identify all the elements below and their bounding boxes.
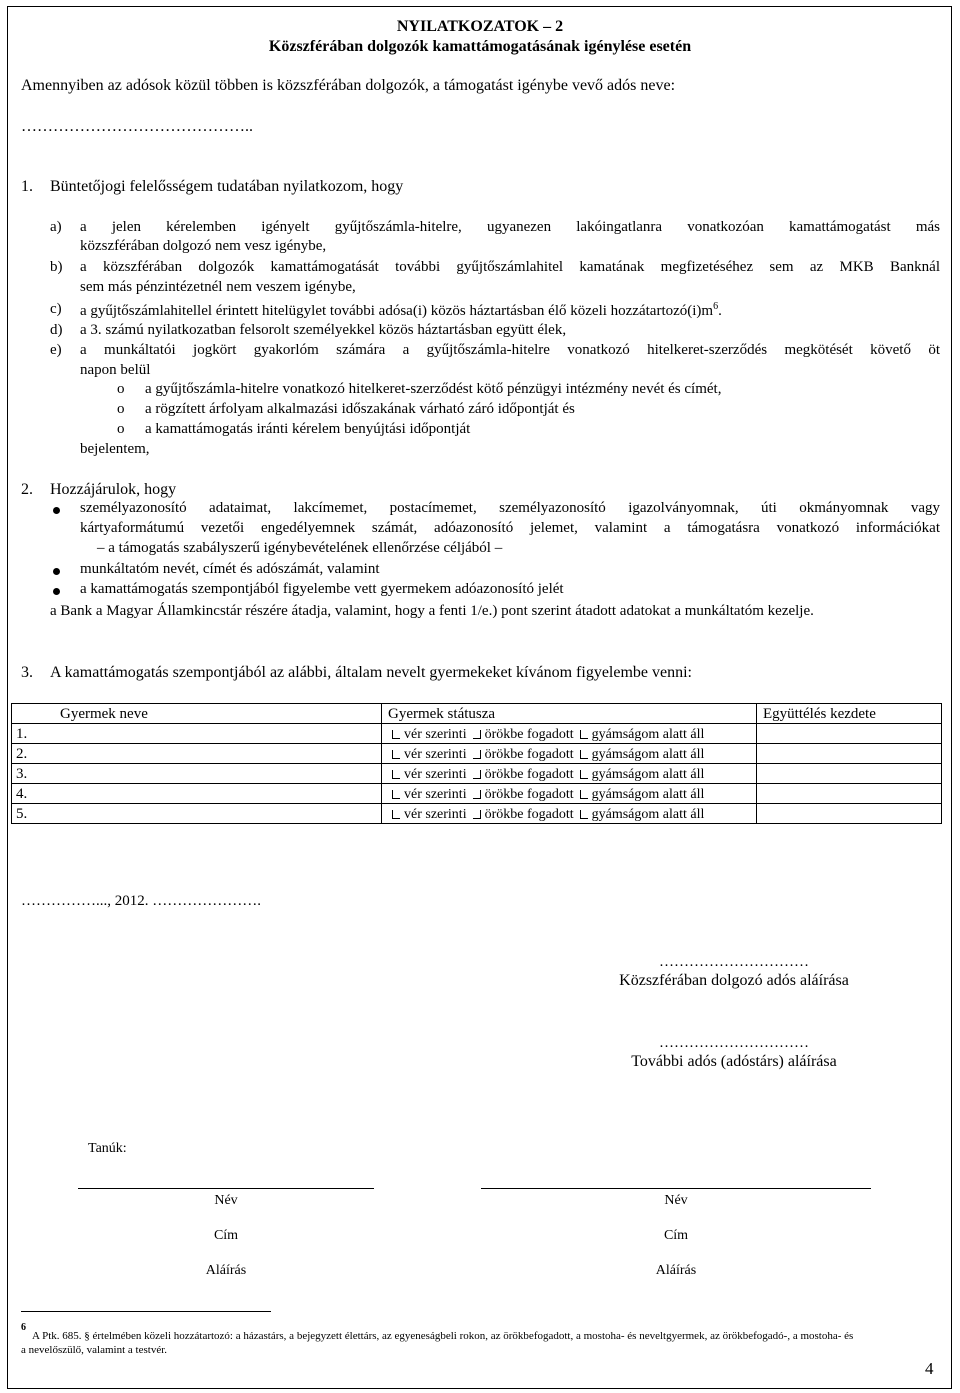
child-status-cell: vér szerinti örökbe fogadott gyámságom alatt áll [382,744,757,764]
item-a-line1: a jelen kérelemben igényelt gyűjtőszámla-hitelre, ugyanezen lakóingatlanra vonatkozóan kamattámogatást más [80,219,940,235]
item-e-line2: napon belül [80,362,151,378]
checkbox-icon[interactable] [392,750,400,759]
section1-closing: bejelentem, [80,441,150,457]
child-status-cell: vér szerinti örökbe fogadott gyámságom alatt áll [382,764,757,784]
bullet1-line2: kártyaformátumú vezetői engedélyemnek számát, adóazonosító jelemet, valamint a támogatásra vonatkozó információkat [80,520,940,536]
section3-heading: A kamattámogatás szempontjából az alábbi, általam nevelt gyermekeket kívánom figyelembe venni: [50,664,692,681]
cohabitation-start-cell[interactable] [757,804,942,824]
checkbox-icon[interactable] [473,730,481,739]
sub-marker: o [117,381,125,397]
witness1-signature-label: Aláírás [205,1263,247,1278]
checkbox-icon[interactable] [473,810,481,819]
row-number: 3. [16,766,28,782]
footnote-number: 6 [21,1322,26,1333]
checkbox-icon[interactable] [473,750,481,759]
section1-number: 1. [21,178,33,195]
bullet-icon [53,588,60,595]
footnote-ref: 6 [713,301,719,312]
item-b-line2: sem más pénzintézetnél nem veszem igénybe, [80,279,356,295]
section2-heading: Hozzájárulok, hogy [50,481,177,498]
checkbox-icon[interactable] [580,790,588,799]
table-row [12,744,942,764]
document-title: NYILATKOZATOK – 2 [396,18,564,35]
witness2-signature-line [481,1188,871,1189]
footnote-separator [21,1311,271,1312]
witness1-signature-line [78,1188,374,1189]
witness2-address-label: Cím [663,1228,689,1243]
footnote-line1: A Ptk. 685. § értelmében közeli hozzátartozó: a házastárs, a bejegyzett élettárs, az egyeneságbeli rokon, az örökbefogadott, a mostoha- és neveltgyermek, az örökbefogadó-, a mostoha- és [32,1330,854,1342]
item-d-label: d) [50,322,63,338]
header-child-name: Gyermek neve [12,704,382,724]
document-subtitle: Közszférában dolgozók kamattámogatásának igénylése esetén [268,38,692,55]
debtor-name-dots: …………………………………….. [21,118,253,135]
checkbox-icon[interactable] [473,790,481,799]
checkbox-icon[interactable] [580,750,588,759]
page-number: 4 [925,1359,934,1378]
header-cohabitation-start: Együttélés kezdete [757,704,942,724]
child-name-cell[interactable] [12,744,382,764]
child-name-cell[interactable] [12,724,382,744]
bullet1-line3: – a támogatás szabályszerű igénybevételének ellenőrzése céljából – [97,540,503,556]
cohabitation-start-cell[interactable] [757,784,942,804]
row-number: 5. [16,806,28,822]
table-row [12,784,942,804]
item-c-text: a gyűjtőszámlahitellel érintett hitelügylet további adósa(i) közös háztartásban élő közeli $hozzátartozó(i)m^6$. [80,301,722,319]
section2-number: 2. [21,481,33,498]
witness2-name-label: Név [664,1193,688,1208]
child-name-cell[interactable] [12,764,382,784]
witnesses-title: Tanúk: [88,1141,127,1156]
date-line: ……………..., 2012. …………………. [21,893,261,909]
table-header-row [12,704,942,724]
cohabitation-start-cell[interactable] [757,764,942,784]
section1-heading: Büntetőjogi felelősségem tudatában nyilatkozom, hogy [50,178,404,195]
sub-marker: o [117,421,125,437]
section3-number: 3. [21,664,33,681]
item-c-label: c) [50,301,62,317]
checkbox-icon[interactable] [392,790,400,799]
sub-marker: o [117,401,125,417]
item-b-line1: a közszférában dolgozók kamattámogatását további gyűjtőszámlahitel kamatának megfizetéséhez sem az MKB Banknál [80,259,940,275]
item-a-line2: közszférában dolgozó nem vesz igénybe, [80,238,327,254]
checkbox-icon[interactable] [580,730,588,739]
signature-dots-2: ………………………… [659,1035,809,1051]
table-row [12,724,942,744]
bullet-icon [53,568,60,575]
checkbox-icon[interactable] [580,770,588,779]
child-status-cell: vér szerinti örökbe fogadott gyámságom alatt áll [382,724,757,744]
bullet3: a kamattámogatás szempontjából figyelembe vett gyermekem adóazonosító jelét [80,581,564,597]
item-e-label: e) [50,342,62,358]
cohabitation-start-cell[interactable] [757,724,942,744]
witness2-signature-label: Aláírás [655,1263,697,1278]
checkbox-icon[interactable] [392,770,400,779]
item-a-label: a) [50,219,62,235]
signature-dots-1: ………………………… [659,954,809,970]
bullet-icon [53,507,60,514]
signature-label-1: Közszférában dolgozó adós aláírása [619,972,849,989]
footnote-line2: a nevelőszülő, valamint a testvér. [21,1344,168,1356]
row-number: 4. [16,786,28,802]
item-b-label: b) [50,259,63,275]
row-number: 1. [16,726,28,742]
witness1-address-label: Cím [213,1228,239,1243]
bullet1-line1: személyazonosító adataimat, lakcímemet, postacímemet, személyazonosító igazolványomnak, úti okmányomnak vagy [80,500,940,516]
header-child-status: Gyermek státusza [382,704,757,724]
section2-closing: a Bank a Magyar Államkincstár részére átadja, valamint, hogy a fenti 1/e.) pont szerint átadott adatokat a munkáltatóm kezelje. [50,603,814,619]
table-row [12,764,942,784]
page-frame [7,6,952,1389]
checkbox-icon[interactable] [580,810,588,819]
bullet2: munkáltatóm nevét, címét és adószámát, valamint [80,561,380,577]
checkbox-icon[interactable] [392,810,400,819]
item-d-line1: a 3. számú nyilatkozatban felsorolt személyekkel közös háztartásban együtt élek, [80,322,567,338]
children-table [11,703,942,824]
signature-label-2: További adós (adóstárs) aláírása [631,1053,837,1070]
witness1-name-label: Név [214,1193,238,1208]
child-name-cell[interactable] [12,804,382,824]
child-status-cell: vér szerinti örökbe fogadott gyámságom alatt áll [382,784,757,804]
item-e-line1: a munkáltatói jogkört gyakorlóm számára a gyűjtőszámla-hitelre vonatkozó hitelkeret-szerződés megkötését követő öt [80,342,940,358]
sub-item-1: a gyűjtőszámla-hitelre vonatkozó hitelkeret-szerződést kötő pénzügyi intézmény nevét és címét, [145,381,722,397]
cohabitation-start-cell[interactable] [757,744,942,764]
checkbox-icon[interactable] [392,730,400,739]
child-name-cell[interactable] [12,784,382,804]
intro-text: Amennyiben az adósok közül többen is közszférában dolgozók, a támogatást igénybe vevő adós neve: [21,77,676,94]
child-status-cell: vér szerinti örökbe fogadott gyámságom alatt áll [382,804,757,824]
row-number: 2. [16,746,28,762]
table-row [12,804,942,824]
checkbox-icon[interactable] [473,770,481,779]
sub-item-2: a rögzített árfolyam alkalmazási időszakának várható záró időpontját és [145,401,575,417]
sub-item-3: a kamattámogatás iránti kérelem benyújtási időpontját [145,421,471,437]
